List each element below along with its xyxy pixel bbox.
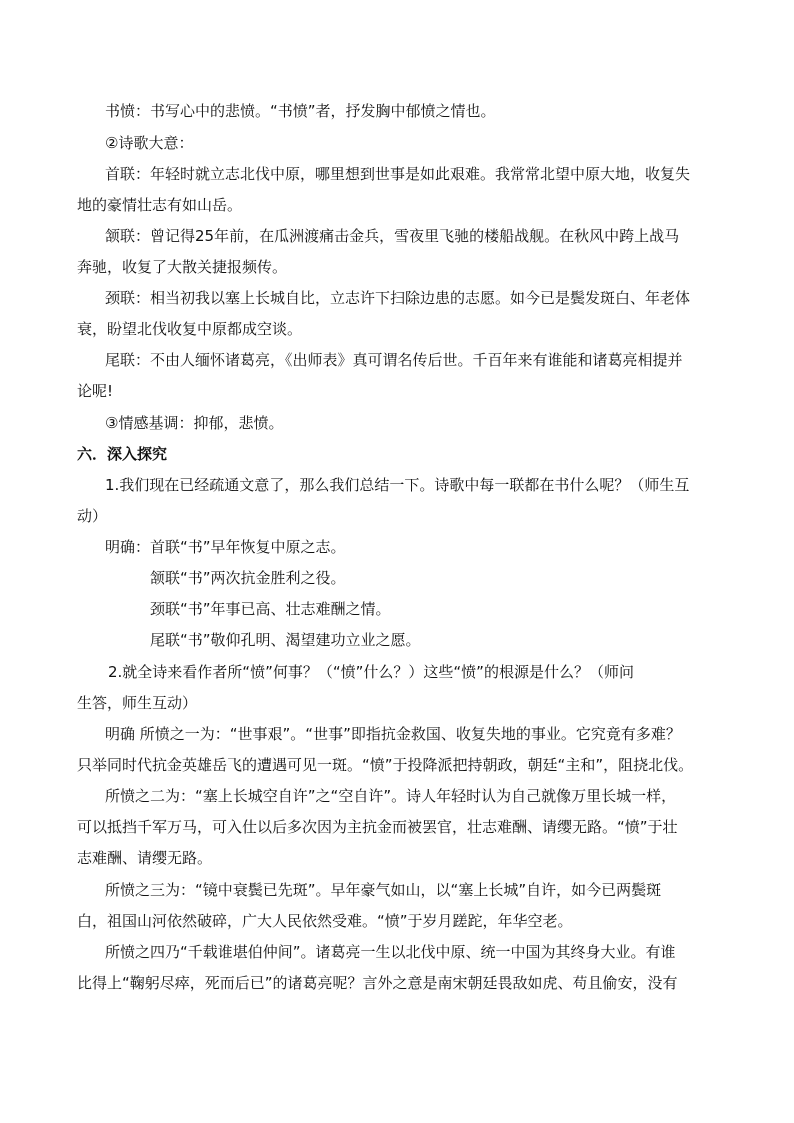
- text-line: 尾联：不由人缅怀诸葛亮，《出师表》真可谓名传后世。千百年来有谁能和诸葛亮相提并: [105, 351, 683, 369]
- text-line: 颈联：相当初我以塞上长城自比，立志许下扫除边患的志愿。如今已是鬓发斑白、年老体: [105, 289, 691, 307]
- text-line: 首联：年轻时就立志北伐中原，哪里想到世事是如此艰难。我常常北望中原大地，收复失: [105, 165, 691, 183]
- text-line: 明确：首联“书”早年恢复中原之志。: [105, 538, 346, 556]
- text-line: 明确 所愤之一为：“世事艰”。“世事”即指抗金救国、收复失地的事业。它究竟有多难？: [105, 725, 681, 743]
- text-line: ③情感基调：抑郁，悲愤。: [105, 414, 284, 432]
- text-line: 所愤之二为：“塞上长城空自许”之“空自许”。诗人年轻时认为自己就像万里长城一样，: [105, 787, 677, 805]
- text-line: 论呢!: [77, 382, 114, 400]
- section-heading-poem-meaning: ②诗歌大意：: [105, 134, 194, 152]
- text-line: 颔联：曾记得25年前，在瓜洲渡痛击金兵，雪夜里飞驰的楼船战舰。在秋风中跨上战马: [105, 227, 680, 245]
- section-heading-deep-inquiry: 六．深入探究: [77, 445, 168, 463]
- text-line: 地的豪情壮志有如山岳。: [77, 196, 243, 214]
- text-line: 所愤之四乃“千载谁堪伯仲间”。诸葛亮一生以北伐中原、统一中国为其终身大业。有谁: [105, 943, 676, 961]
- text-line: 尾联“书”敬仰孔明、渴望建功立业之愿。: [150, 631, 421, 649]
- text-line: 可以抵挡千军万马，可入仕以后多次因为主抗金而被罢官，壮志难酬、请缨无路。“愤”于壮: [77, 818, 678, 836]
- text-line: 1.我们现在已经疏通文意了，那么我们总结一下。诗歌中每一联都在书什么呢？（师生互: [105, 476, 690, 494]
- text-line: 颈联“书”年事已高、壮志难酬之情。: [150, 600, 391, 618]
- text-line: 2.就全诗来看作者所“愤”何事？（“愤”什么？）这些“愤”的根源是什么？（师问: [108, 663, 634, 681]
- text-line: 颔联“书”两次抗金胜利之役。: [150, 569, 346, 587]
- text-line: 志难酬、请缨无路。: [77, 849, 213, 867]
- text-line: 白，祖国山河依然破碎，广大人民依然受难。“愤”于岁月蹉跎，年华空老。: [77, 912, 573, 930]
- text-line: 动）: [77, 507, 108, 525]
- text-line: 只举同时代抗金英雄岳飞的遭遇可见一斑。“愤”于投降派把持朝政，朝廷“主和”，阻挠北伐。: [77, 756, 694, 774]
- text-line: 所愤之三为：“镜中衰鬓已先斑”。早年豪气如山，以“塞上长城”自许，如今已两鬓斑: [105, 881, 662, 899]
- text-line: 生答，师生互动）: [77, 694, 198, 712]
- text-line: 书愤：书写心中的悲愤。“书愤”者，抒发胸中郁愤之情也。: [105, 102, 496, 120]
- text-line: 比得上“鞠躬尽瘁，死而后已”的诸葛亮呢？言外之意是南宋朝廷畏敌如虎、苟且偷安，没有: [77, 974, 678, 992]
- text-line: 奔驰，收复了大散关捷报频传。: [77, 258, 288, 276]
- text-line: 衰，盼望北伐收复中原都成空谈。: [77, 320, 303, 338]
